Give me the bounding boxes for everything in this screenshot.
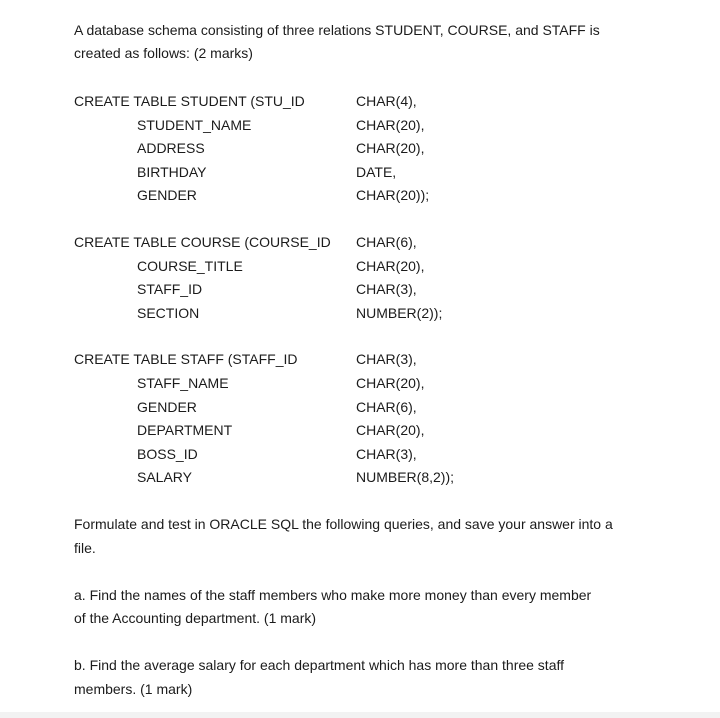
column-type: NUMBER(8,2));	[356, 469, 455, 485]
column-type: CHAR(3),	[356, 281, 417, 297]
column-name: CREATE TABLE STUDENT (STU_ID	[74, 93, 305, 109]
column-name: SECTION	[137, 305, 200, 321]
column-name: STUDENT_NAME	[137, 117, 252, 133]
column-type: CHAR(3),	[356, 351, 417, 367]
column-name: SALARY	[137, 469, 192, 485]
question-a-line-1: a. Find the names of the staff members who make more money than every member	[74, 587, 592, 603]
column-type: CHAR(20),	[356, 422, 425, 438]
column-name: ADDRESS	[137, 140, 205, 156]
column-name: COURSE_TITLE	[137, 258, 243, 274]
column-name: STAFF_NAME	[137, 375, 229, 391]
column-type: CHAR(6),	[356, 234, 417, 250]
column-type: CHAR(20),	[356, 258, 425, 274]
column-type: CHAR(20),	[356, 117, 425, 133]
column-type: CHAR(3),	[356, 446, 417, 462]
column-type: NUMBER(2));	[356, 305, 443, 321]
column-name: CREATE TABLE COURSE (COURSE_ID	[74, 234, 331, 250]
column-type: DATE,	[356, 164, 397, 180]
question-a-line-2: of the Accounting department. (1 mark)	[74, 610, 317, 626]
column-type: CHAR(4),	[356, 93, 417, 109]
column-name: STAFF_ID	[137, 281, 203, 297]
instruction-line-2: file.	[74, 540, 96, 556]
column-type: CHAR(6),	[356, 399, 417, 415]
column-name: GENDER	[137, 187, 197, 203]
intro-line-2: created as follows: (2 marks)	[74, 45, 253, 61]
column-name: BIRTHDAY	[137, 164, 207, 180]
instruction-line-1: Formulate and test in ORACLE SQL the following queries, and save your answer into a	[74, 516, 613, 532]
column-name: BOSS_ID	[137, 446, 198, 462]
column-name: CREATE TABLE STAFF (STAFF_ID	[74, 351, 298, 367]
question-b-line-1: b. Find the average salary for each department which has more than three staff	[74, 657, 565, 673]
page-bottom-border	[0, 712, 720, 718]
intro-line-1: A database schema consisting of three relations STUDENT, COURSE, and STAFF is	[74, 22, 600, 38]
column-name: DEPARTMENT	[137, 422, 233, 438]
column-type: CHAR(20));	[356, 187, 430, 203]
column-type: CHAR(20),	[356, 140, 425, 156]
column-type: CHAR(20),	[356, 375, 425, 391]
column-name: GENDER	[137, 399, 197, 415]
question-b-line-2: members. (1 mark)	[74, 681, 193, 697]
